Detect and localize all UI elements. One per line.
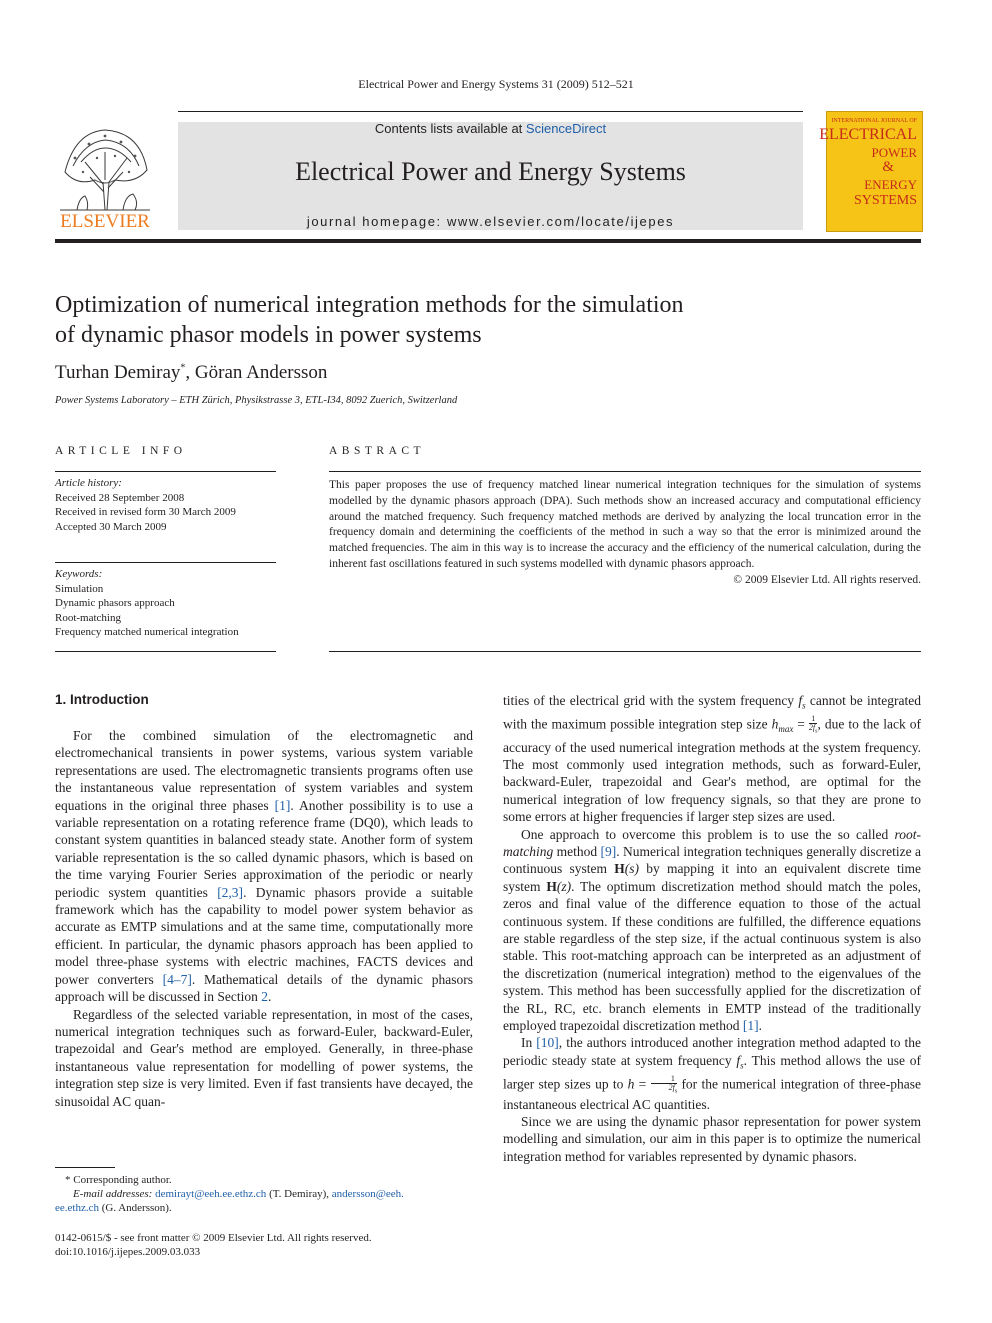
- contents-line: [178, 121, 803, 136]
- title-line-1: Optimization of numerical integration methods for the simulation: [55, 292, 684, 318]
- journal-title: Electrical Power and Energy Systems: [295, 157, 686, 186]
- affiliation: Power Systems Laboratory – ETH Zürich, Physikstrasse 3, ETL-I34, 8092 Zuerich, Switzerland: [55, 395, 458, 406]
- journal-cover: [819, 111, 923, 232]
- intro-paragraph-2: Regardless of the selected variable representation, in most of the cases, numerical integration techniques such as forward-Euler, backward-Euler, trapezoidal and Gear's method are employed. Generally, in three-phase instantaneous value representation for modelling of power systems, the integration step size is very limited. Even if fast transients have decayed, the sinusoidal AC quan-: [55, 1006, 473, 1109]
- fraction: $\frac{1}{2f_s}$: [651, 1075, 678, 1096]
- article-title: [55, 290, 815, 350]
- history-label: Article history:: [55, 477, 122, 489]
- article-info-rule-2: [55, 562, 276, 563]
- intro-paragraph-3: One approach to overcome this problem is to use the so called root-matching method [9]. Numerical integration techniques generally discretize a continuous system H(s) by mapping it into an equivalent discrete time system H(z). The optimum discretization method should match the poles, zeros and final value of the difference equation to those of the actual continuous system. If these conditions are fulfilled, the difference equations are stable regardless of the step size, if the actual continuous system is also stable. This root-matching approach can be interpreted as an adjustment of the discretization (numerical integration) method to the eigenvalues of the system. This method has been successfully applied for the discretization of the RL, RC, etc. branch elements in EMTP instead of the traditionally employed trapezoidal discretization method [1].: [503, 826, 922, 1034]
- abstract-rule-top: [329, 471, 921, 472]
- doi-line[interactable]: doi:10.1016/j.ijepes.2009.03.033: [55, 1246, 201, 1258]
- cover-line-5: ENERGY: [864, 177, 917, 192]
- keywords-label: Keywords:: [55, 568, 103, 580]
- article-info-heading: ARTICLE INFO: [55, 445, 187, 457]
- citation-link[interactable]: [10]: [536, 1035, 559, 1051]
- footnote-rule: [55, 1167, 115, 1168]
- citation-link[interactable]: [1]: [742, 1018, 759, 1034]
- history-received: Received 28 September 2008: [55, 491, 185, 504]
- elsevier-wordmark: ELSEVIER: [60, 211, 150, 232]
- cover-line-2: ELECTRICAL: [819, 126, 917, 143]
- intro-paragraph-4: In [10], the authors introduced another integration method adapted to the periodic steady state at system frequency $f_s$. This method allows the use of larger step sizes up to h = $\frac{1}{2f_s}$ for the numerical integration of three-phase instantaneous electrical AC quantities.: [503, 1035, 921, 1112]
- right-column: [503, 692, 921, 1165]
- left-column: [55, 727, 473, 1110]
- intro-paragraph-2-cont: tities of the electrical grid with the system frequency $f_s$ cannot be integrated with the maximum possible integration step size $h_{max}$ = $\frac{1}{2f_s}$ , due to the lack of accuracy of the used numerical integration methods at the system frequency. The most commonly used integration methods, such as forward-Euler, backward-Euler, trapezoidal and Gear's method, are optimal for the numerical integration of low frequency signals, so that they are prone to some errors at higher frequencies if larger step sizes are used.: [503, 693, 922, 825]
- header-thick-rule: [55, 239, 921, 243]
- contents-prefix: Contents lists available at: [374, 121, 526, 136]
- abstract-text: This paper proposes the use of frequency matched linear numerical integration techniques for the simulation of systems modelled by the dynamic phasors approach (DPA). Such methods show an increased accuracy and computational efficiency around the matched frequency. Such frequency matched methods are derived by analyzing the local truncation error in the frequency domain and determining the coefficients of the method in such a way so that the error is minimized around the matched frequencies. The aim in this way is to increase the accuracy and the efficiency of the numerical calculation, during the inherent fast oscillations featured in such systems modelled with dynamic phasors approach.: [329, 479, 921, 570]
- abstract-body: [329, 478, 921, 589]
- cover-line-6: SYSTEMS: [853, 193, 917, 208]
- article-info-rule-3: [55, 651, 276, 652]
- email-link[interactable]: demirayt@eeh.ee.ethz.ch: [155, 1188, 267, 1200]
- intro-paragraph-1: For the combined simulation of the electromagnetic and electromechanical transients in power systems, various system variable representations are used. The electromagnetic transients programs often use the instantaneous value representation of system variables and system equations in the original three phases [1]. Another possibility is to use a variable representation on a rotating reference frame (DQ0), which leads to constant system quantities in balanced steady state. Another form of system variable representation is the so called dynamic phasors, which is based on the time varying Fourier Series approximation of the periodic or nearly periodic system quantities [2,3]. Dynamic phasors provide a suitable framework which has the capability to model power system behavior as accurate as EMTP simulations and at the same time, computationally more efficient. In particular, the dynamic phasors approach has been applied to model three-phase systems with electric machines, FACTS devices and power converters [4–7]. Mathematical details of the dynamic phasors approach will be discussed in Section 2.: [55, 728, 473, 1005]
- cover-line-3: POWER: [871, 145, 917, 160]
- sciencedirect-link[interactable]: ScienceDirect: [525, 121, 607, 136]
- footnote-emails-cont: ee.ethz.ch (G. Andersson).: [55, 1202, 172, 1214]
- cover-line-4: &: [882, 159, 894, 175]
- journal-homepage[interactable]: journal homepage: www.elsevier.com/locate/ijepes: [306, 214, 675, 229]
- header-rule: [178, 111, 803, 112]
- abstract-rule-bottom: [329, 651, 921, 652]
- history-accepted: Accepted 30 March 2009: [55, 520, 167, 533]
- journal-reference: Electrical Power and Energy Systems 31 (2009) 512–521: [358, 77, 634, 91]
- keyword-item: Frequency matched numerical integration: [55, 626, 239, 638]
- citation-link[interactable]: [9]: [600, 844, 617, 860]
- footnote-emails: E-mail addresses: demirayt@eeh.ee.ethz.ch (T. Demiray), andersson@eeh.: [73, 1188, 404, 1200]
- email-link[interactable]: andersson@eeh.: [331, 1188, 404, 1200]
- abstract-copyright: © 2009 Elsevier Ltd. All rights reserved.: [733, 573, 921, 586]
- footnote: [55, 1173, 473, 1215]
- citation-link[interactable]: [1]: [274, 797, 291, 813]
- keywords: [55, 567, 276, 640]
- keyword-item: Root-matching: [55, 611, 121, 624]
- author-1[interactable]: Turhan Demiray: [55, 362, 181, 383]
- article-history: [55, 476, 276, 534]
- citation-link[interactable]: [2,3]: [217, 884, 244, 900]
- article-info-rule-1: [55, 471, 276, 472]
- citation-link[interactable]: [4–7]: [162, 971, 192, 987]
- cover-line-1: INTERNATIONAL JOURNAL OF: [831, 118, 917, 124]
- authors: [55, 362, 327, 384]
- section-link[interactable]: 2: [261, 989, 268, 1005]
- keyword-item: Dynamic phasors approach: [55, 597, 175, 609]
- issn-line: 0142-0615/$ - see front matter © 2009 Elsevier Ltd. All rights reserved.: [55, 1232, 372, 1244]
- fraction: $\frac{1}{2f_s}$: [808, 714, 818, 735]
- section-heading-introduction: 1. Introduction: [55, 692, 149, 707]
- corresponding-mark[interactable]: *: [180, 362, 186, 374]
- author-2[interactable]: , Göran Andersson: [185, 362, 328, 383]
- history-revised: Received in revised form 30 March 2009: [55, 506, 236, 518]
- email-link[interactable]: ee.ethz.ch: [55, 1202, 99, 1214]
- intro-paragraph-5: Since we are using the dynamic phasor representation for power system modelling and simulation, our aim in this paper is to optimize the numerical integration method for variables represented by dynamic phasors.: [503, 1113, 921, 1164]
- title-line-2: of dynamic phasor models in power systems: [55, 322, 482, 348]
- keyword-item: Simulation: [55, 582, 104, 595]
- footnote-corresponding: * Corresponding author.: [65, 1174, 172, 1186]
- front-matter: [55, 1231, 372, 1259]
- abstract-heading: ABSTRACT: [329, 445, 426, 457]
